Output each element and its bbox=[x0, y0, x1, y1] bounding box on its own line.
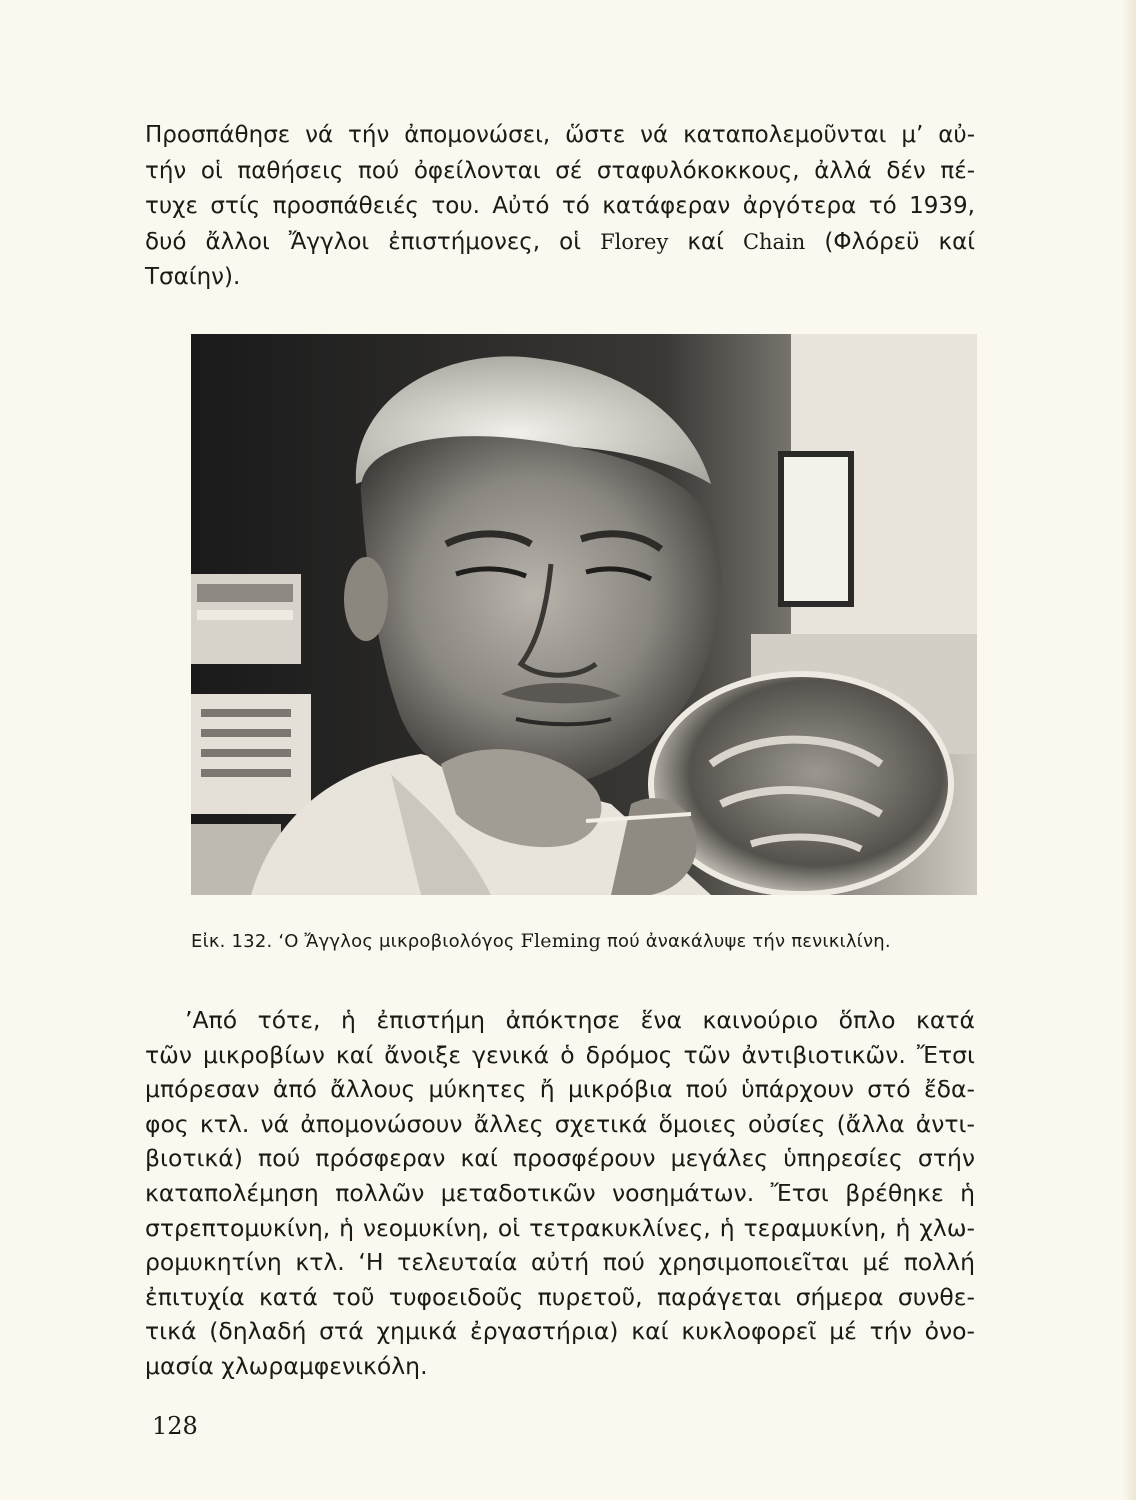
page-number: 128 bbox=[152, 1412, 198, 1440]
paragraph-2-line: ἐπιτυχία κατά τοῦ τυφοειδοῦς πυρετοῦ, παράγεται σήμερα συνθε- bbox=[145, 1282, 975, 1311]
caption-name-fleming: Fleming bbox=[520, 930, 602, 952]
fleming-photo bbox=[191, 334, 977, 895]
paragraph-2-line: μπόρεσαν ἀπό ἄλλους μύκητες ἤ μικρόβια πού ὑπάρχουν στό ἔδα- bbox=[145, 1075, 975, 1104]
line-text: δυό ἄλλοι Ἄγγλοι ἐπιστήμονες, οἱ bbox=[145, 228, 581, 255]
figure-caption bbox=[191, 930, 991, 952]
paragraph-2-line: στρεπτομυκίνη, ἡ νεομυκίνη, οἱ τετρακυκλίνες, ἡ τεραμυκίνη, ἡ χλω- bbox=[145, 1213, 975, 1242]
paragraph-1-line bbox=[145, 225, 975, 261]
paragraph-1-line: Τσαίην). bbox=[145, 264, 241, 290]
paragraph-2-line: μασία χλωραμφενικόλη. bbox=[145, 1351, 428, 1380]
caption-prefix: Εἰκ. 132. ‘Ο Ἄγγλος μικροβιολόγος bbox=[191, 931, 515, 952]
line-text: καί bbox=[687, 228, 724, 255]
paragraph-1-line: Προσπάθησε νά τήν ἀπομονώσει, ὥστε νά καταπολεμοῦνται μ’ αὐ- bbox=[145, 122, 975, 148]
name-florey: Florey bbox=[600, 229, 669, 254]
paragraph-2-line: φος κτλ. νά ἀπομονώσουν ἄλλες σχετικά ὅμοιες οὐσίες (ἄλλα ἀντι- bbox=[145, 1109, 975, 1138]
paragraph-2-line: τῶν μικροβίων καί ἄνοιξε γενικά ὁ δρόμος τῶν ἀντιβιοτικῶν. Ἔτσι bbox=[145, 1040, 975, 1069]
paragraph-1-line: τυχε στίς προσπάθειές του. Αὐτό τό κατάφεραν ἀργότερα τό 1939, bbox=[145, 193, 975, 219]
paragraph-2-line: βιοτικά) πού πρόσφεραν καί προσφέρουν μεγάλες ὑπηρεσίες στήν bbox=[145, 1144, 975, 1173]
paragraph-1 bbox=[145, 118, 975, 296]
page-edge bbox=[1122, 0, 1136, 1500]
caption-suffix: πού ἀνακάλυψε τήν πενικιλίνη. bbox=[606, 931, 891, 952]
paragraph-2 bbox=[145, 1003, 975, 1384]
line-text: (Φλόρεϋ καί bbox=[824, 228, 976, 255]
paragraph-1-line: τήν οἱ παθήσεις πού ὀφείλονται σέ σταφυλόκοκκους, ἀλλά δέν πέ- bbox=[145, 157, 975, 184]
paragraph-2-line: τικά (δηλαδή στά χημικά ἐργαστήρια) καί κυκλοφορεῖ μέ τήν ὀνο- bbox=[145, 1317, 975, 1346]
paragraph-2-line: ’Από τότε, ἡ ἐπιστήμη ἀπόκτησε ἕνα καινούριο ὅπλο κατά bbox=[185, 1006, 975, 1034]
paragraph-2-line: ρομυκητίνη κτλ. ‘Η τελευταία αὐτή πού χρησιμοποιεῖται μέ πολλή bbox=[145, 1248, 975, 1277]
paragraph-2-line: καταπολέμηση πολλῶν μεταδοτικῶν νοσημάτων. Ἔτσι βρέθηκε ἡ bbox=[145, 1178, 975, 1207]
name-chain: Chain bbox=[742, 229, 806, 254]
